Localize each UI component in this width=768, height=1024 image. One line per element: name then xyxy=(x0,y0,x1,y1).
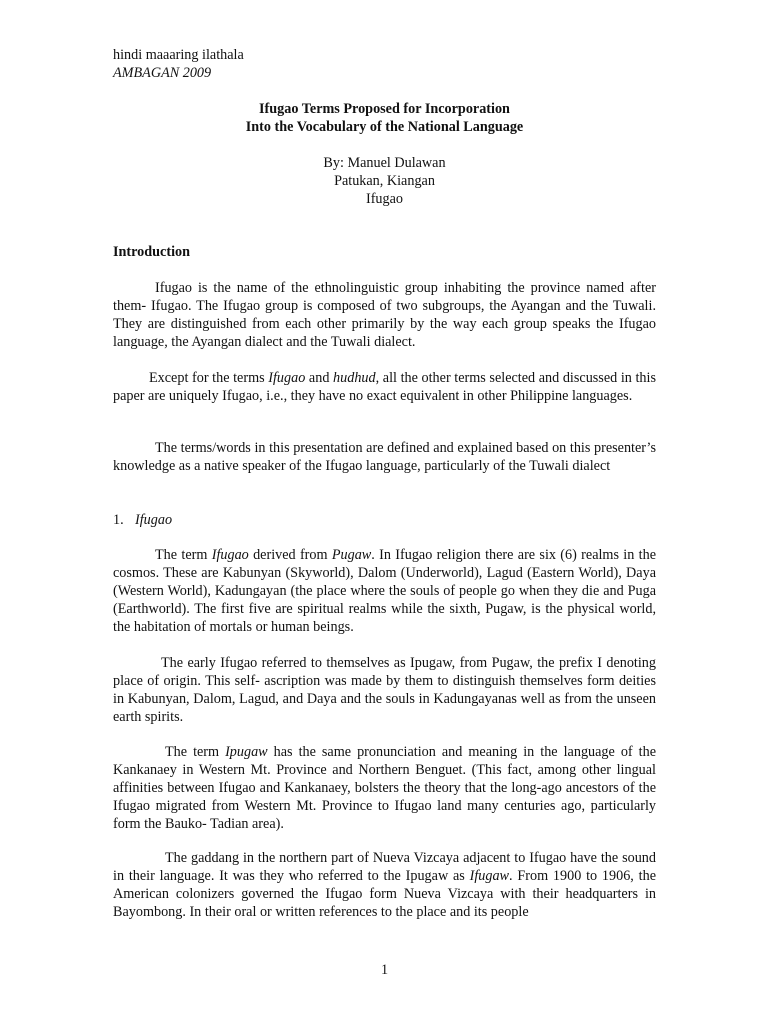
ifugao-paragraph-1: The term Ifugao derived from Pugaw. In Ifugao religion there are six (6) realms in the cosmos. These are Kabunyan (Skyworld), Dalom (Underworld), Lagud (Eastern World), Daya (Western World), Kadungayan (the place where the souls of people go when they die and Puga (Earthworld). The first five are spiritual realms while the sixth, Pugaw, is the physical world, the habitation of mortals or human beings. xyxy=(113,547,656,635)
intro-paragraph-1: Ifugao is the name of the ethnolinguistic group inhabiting the province named after them- Ifugao. The Ifugao group is composed of two subgroups, the Ayangan and the Tuwali. They are distinguished from each other primarily by the way each group speaks the Ifugao language, the Ayangan dialect and the Tuwali dialect. xyxy=(113,280,656,350)
document-title xyxy=(113,100,656,136)
header-note: hindi maaaring ilathala xyxy=(113,47,244,63)
section-number: 1. xyxy=(113,512,124,528)
author-province: Ifugao xyxy=(365,191,404,207)
author-place: Patukan, Kiangan xyxy=(334,173,435,189)
section-term: Ifugao xyxy=(135,512,173,528)
section-heading-ifugao xyxy=(113,511,656,529)
page-number: 1 xyxy=(380,962,389,978)
title-line-1: Ifugao Terms Proposed for Incorporation xyxy=(259,101,510,117)
title-line-2: Into the Vocabulary of the National Language xyxy=(245,119,524,135)
ifugao-paragraph-4: The gaddang in the northern part of Nueva Vizcaya adjacent to Ifugao have the sound in their language. It was they who referred to the Ipugaw as Ifugaw. From 1900 to 1906, the American colonizers governed the Ifugao form Nueva Vizcaya with their headquarters in Bayombong. In their oral or written references to the place and its people xyxy=(113,850,656,920)
header-event: AMBAGAN 2009 xyxy=(113,65,212,81)
intro-paragraph-2: Except for the terms Ifugao and hudhud, all the other terms selected and discussed in this paper are uniquely Ifugao, i.e., they have no exact equivalent in other Philippine languages. xyxy=(113,370,656,404)
ifugao-paragraph-2: The early Ifugao referred to themselves as Ipugaw, from Pugaw, the prefix I denoting place of origin. This self- ascription was made by them to distinguish themselves form deities in Kabunyan, Dalom, Lagud, and Daya and the souls in Kadungayanas well as from the unseen earth spirits. xyxy=(113,655,656,725)
intro-paragraph-3: The terms/words in this presentation are defined and explained based on this presenter’s knowledge as a native speaker of the Ifugao language, particularly of the Tuwali dialect xyxy=(113,440,656,474)
document-header xyxy=(113,46,656,82)
author-block xyxy=(113,154,656,208)
author-name: By: Manuel Dulawan xyxy=(323,155,446,171)
section-heading-introduction: Introduction xyxy=(113,244,190,260)
ifugao-paragraph-3: The term Ipugaw has the same pronunciation and meaning in the language of the Kankanaey in Western Mt. Province and Northern Benguet. (This fact, among other lingual affinities between Ifugao and Kankanaey, bolsters the theory that the long-ago ancestors of the Ifugao migrated from Western Mt. Province to Ifugao land many centuries ago, particularly form the Bauko- Tadian area). xyxy=(113,744,656,832)
